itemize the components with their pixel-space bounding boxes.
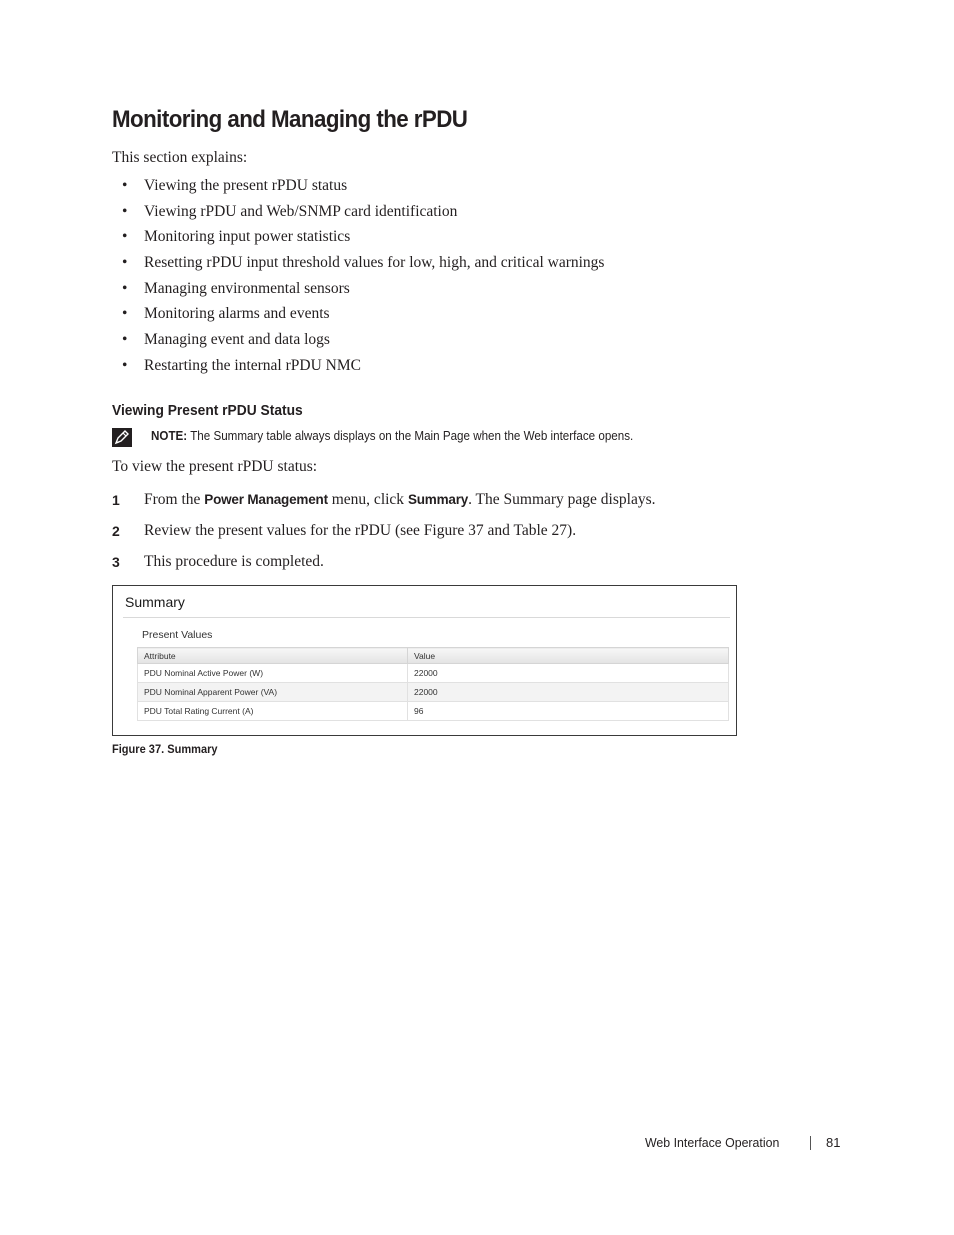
- bullet-icon: •: [122, 305, 128, 323]
- bullet-icon: •: [122, 177, 128, 194]
- value-cell: 22000: [408, 683, 729, 702]
- summary-screenshot-figure: [112, 585, 737, 736]
- bullet-icon: •: [122, 356, 128, 374]
- list-item-text: Resetting rPDU input threshold values for low, high, and critical warnings: [144, 254, 605, 272]
- footer-divider: [810, 1136, 811, 1150]
- step-text: [144, 489, 656, 511]
- column-header-value: Value: [408, 648, 729, 664]
- note-body: The Summary table always displays on the Main Page when the Web interface opens.: [187, 429, 634, 443]
- value-cell: 22000: [408, 664, 729, 683]
- step-number: 2: [112, 523, 120, 539]
- column-header-attribute: Attribute: [138, 648, 408, 664]
- list-item-text: Managing event and data logs: [144, 331, 330, 349]
- list-item-text: Viewing rPDU and Web/SNMP card identification: [144, 202, 458, 220]
- bullet-icon: •: [122, 202, 128, 220]
- list-item-text: Restarting the internal rPDU NMC: [144, 356, 361, 374]
- divider: [123, 617, 730, 618]
- attribute-cell: PDU Nominal Active Power (W): [138, 664, 408, 683]
- bullet-icon: •: [122, 228, 128, 246]
- note-label: NOTE:: [151, 429, 188, 443]
- present-values-table: [137, 647, 729, 721]
- bullet-icon: •: [122, 254, 128, 272]
- table-row: [138, 683, 729, 702]
- note-pencil-icon: [112, 428, 132, 447]
- figure-caption: Figure 37. Summary: [112, 742, 218, 756]
- value-cell: 96: [408, 702, 729, 721]
- step-text: This procedure is completed.: [144, 553, 324, 570]
- table-row: [138, 702, 729, 721]
- list-item-text: Managing environmental sensors: [144, 279, 350, 297]
- note-text: [151, 429, 633, 443]
- step-number: 3: [112, 554, 120, 570]
- ui-term-summary: Summary: [407, 492, 469, 507]
- step-text: Review the present values for the rPDU (see Figure 37 and Table 27).: [144, 522, 577, 539]
- footer-section-title: Web Interface Operation: [645, 1135, 780, 1150]
- list-item-text: Monitoring alarms and events: [144, 305, 330, 323]
- list-item-text: Monitoring input power statistics: [144, 228, 351, 246]
- section-heading: Viewing Present rPDU Status: [112, 402, 303, 419]
- table-header-row: [138, 648, 729, 664]
- ui-term-power-management: Power Management: [204, 492, 328, 507]
- page-number: 81: [826, 1135, 841, 1150]
- table-row: [138, 664, 729, 683]
- step-number: 1: [112, 492, 120, 508]
- attribute-cell: PDU Nominal Apparent Power (VA): [138, 683, 408, 702]
- present-values-label: Present Values: [142, 629, 213, 641]
- step-text-part: From the: [144, 491, 205, 508]
- list-item-text: Viewing the present rPDU status: [144, 177, 348, 194]
- intro-text: This section explains:: [112, 149, 248, 166]
- bullet-icon: •: [122, 279, 128, 297]
- procedure-lead: To view the present rPDU status:: [112, 458, 318, 475]
- step-text-part: . The Summary page displays.: [468, 491, 656, 508]
- page-title: Monitoring and Managing the rPDU: [112, 106, 468, 133]
- step-text-part: menu, click: [327, 491, 408, 508]
- summary-panel-title: Summary: [125, 594, 185, 610]
- bullet-icon: •: [122, 331, 128, 349]
- attribute-cell: PDU Total Rating Current (A): [138, 702, 408, 721]
